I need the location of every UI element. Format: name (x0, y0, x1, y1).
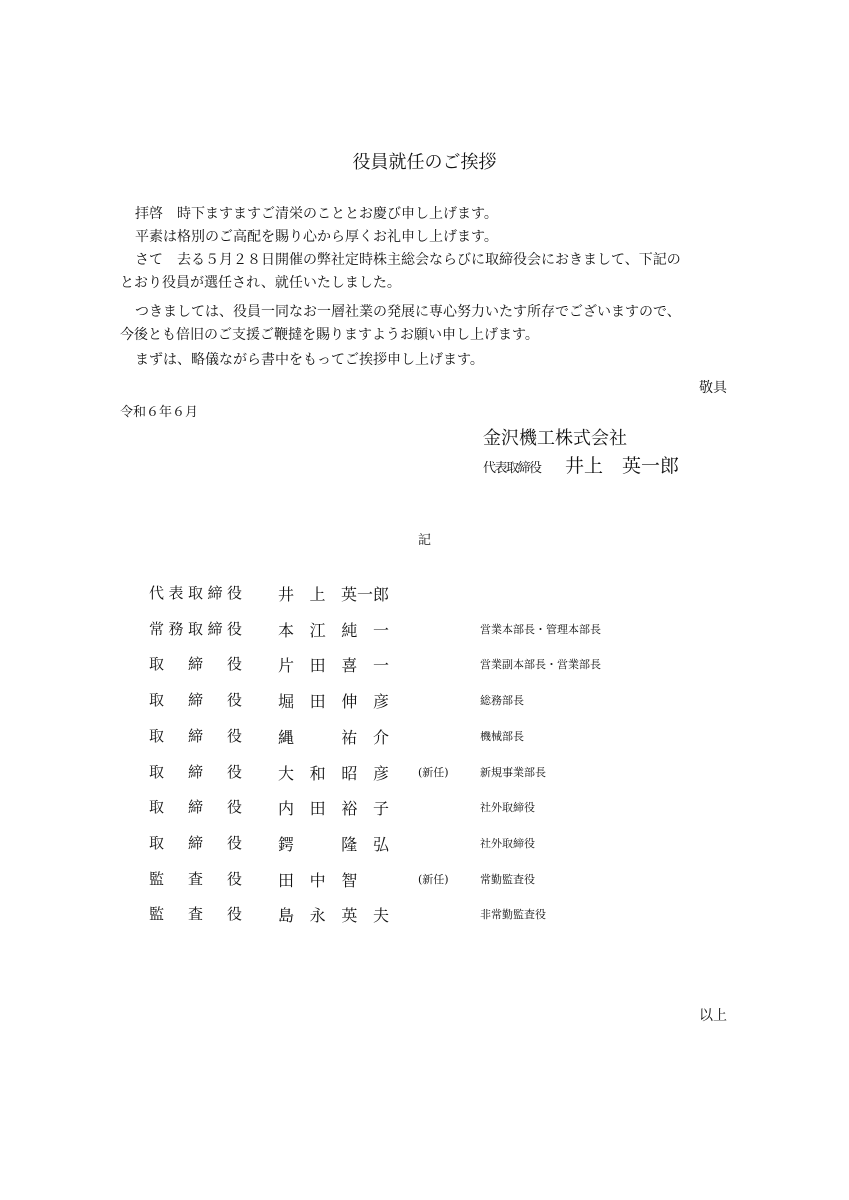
officer-row (0, 725, 849, 751)
officer-row (0, 796, 849, 822)
officer-position: 営業本部長・管理本部長 (480, 622, 601, 636)
officer-name-char: 堀 (278, 692, 295, 712)
officer-name (278, 903, 389, 926)
officer-position: 常勤監査役 (480, 872, 535, 886)
officer-role: 取締役 (149, 691, 242, 710)
officer-row (0, 582, 849, 608)
officer-name-char: 一 (372, 620, 389, 640)
officer-position: 非常勤監査役 (480, 908, 546, 922)
officer-name-char: 一 (372, 656, 389, 676)
body-line: 今後とも倍旧のご支援ご鞭撻を賜りますようお願い申し上げます。 (120, 327, 539, 343)
body-line: まずは、略儀ながら書中をもってご挨拶申し上げます。 (135, 352, 484, 368)
officer-name-char: 彦 (372, 763, 389, 783)
officer-position: 社外取締役 (480, 801, 535, 815)
greeting-line: 拝啓 時下ますますご清栄のこととお慶び申し上げます。 (135, 206, 498, 222)
officer-position: 総務部長 (480, 694, 524, 708)
officer-name-char: 介 (372, 727, 389, 747)
officer-name-char: 和 (309, 763, 326, 783)
representative-name: 井上 英一郎 (565, 455, 680, 477)
officer-row (0, 689, 849, 715)
closing-ijo: 以上 (699, 1008, 727, 1024)
officer-position: 機械部長 (480, 729, 524, 743)
officer-name (278, 653, 389, 676)
officer-role: 取締役 (149, 655, 242, 674)
body-line: とおり役員が選任され、就任いたしました。 (120, 275, 401, 291)
officer-position: 社外取締役 (480, 836, 535, 850)
officer-name-char: 裕 (341, 799, 358, 819)
officer-row (0, 761, 849, 787)
ki-heading: 記 (417, 533, 431, 548)
officer-name-char: 伸 (341, 692, 358, 712)
officer-name-char: 英一郎 (340, 585, 389, 604)
officer-name (278, 725, 389, 748)
officer-name-char: 智 (341, 870, 358, 890)
officer-role: 監査役 (149, 905, 242, 924)
officer-name (278, 689, 389, 712)
issue-date: 令和６年６月 (120, 405, 199, 420)
officer-role: 常務取締役 (149, 619, 242, 638)
officer-name-char: 田 (278, 870, 295, 890)
officer-name-char: 上 (309, 585, 326, 604)
officer-name-char: 隆 (341, 834, 358, 854)
officer-name (278, 761, 389, 784)
officer-name-char: 江 (309, 620, 326, 640)
officer-name-char: 昭 (341, 763, 358, 783)
officer-name (278, 618, 389, 641)
body-line: さて 去る５月２８日開催の弊社定時株主総会ならびに取締役会におきまして、下記の (135, 252, 681, 268)
officer-name-char: 純 (341, 620, 358, 640)
officer-name-char: 内 (278, 799, 295, 819)
officer-name-char: 田 (309, 656, 326, 676)
body-line: つきましては、役員一同なお一層社業の発展に専心努力いたす所存でございますので、 (135, 304, 681, 320)
representative-title: 代表取締役 (483, 461, 541, 476)
document-title: 役員就任のご挨拶 (352, 152, 497, 173)
officer-name-char: 鍔 (278, 834, 295, 854)
officer-name-char: 喜 (341, 656, 358, 676)
officer-name-char: 縄 (278, 727, 295, 747)
officer-row (0, 868, 849, 894)
officer-name-char: 永 (309, 906, 326, 926)
officer-name-char: 片 (278, 656, 295, 676)
officer-name-char (310, 725, 326, 748)
officer-name-char: 夫 (372, 906, 389, 926)
officer-name-char: 本 (278, 620, 295, 640)
officer-row (0, 832, 849, 858)
officer-role: 取締役 (149, 762, 242, 781)
closing-keigu: 敬具 (699, 380, 727, 396)
officer-role: 取締役 (149, 726, 242, 745)
officer-name-char: 大 (278, 763, 295, 783)
officer-name-char: 田 (309, 799, 326, 819)
officer-role: 取締役 (149, 798, 242, 817)
officer-role: 監査役 (149, 869, 242, 888)
officer-row (0, 903, 849, 929)
officer-name (278, 832, 389, 855)
officer-row (0, 653, 849, 679)
officer-role: 取締役 (149, 833, 242, 852)
officer-position: 新規事業部長 (480, 765, 546, 779)
officer-new-badge: (新任) (418, 872, 449, 886)
officer-name-char: 英 (341, 906, 358, 926)
company-name: 金沢機工株式会社 (483, 428, 627, 449)
body-line: 平素は格別のご高配を賜り心から厚くお礼申し上げます。 (135, 229, 498, 245)
officer-role: 代表取締役 (149, 584, 242, 602)
officer-name-char: 弘 (372, 834, 389, 854)
officer-name-char: 田 (309, 692, 326, 712)
officer-name-char: 祐 (341, 727, 358, 747)
officer-name (278, 868, 389, 891)
officer-name-char: 中 (309, 870, 326, 890)
officer-name (278, 796, 389, 819)
officer-row (0, 618, 849, 644)
officer-name-char (310, 832, 326, 855)
officer-position: 営業副本部長・営業部長 (480, 658, 601, 672)
officer-name-char: 彦 (372, 692, 389, 712)
officer-name-char: 井 (278, 585, 295, 604)
officer-name-char: 子 (372, 799, 389, 819)
officer-name-char (373, 868, 389, 891)
officer-name-char: 島 (278, 906, 295, 926)
officer-new-badge: (新任) (418, 765, 449, 779)
officer-name (278, 582, 389, 605)
